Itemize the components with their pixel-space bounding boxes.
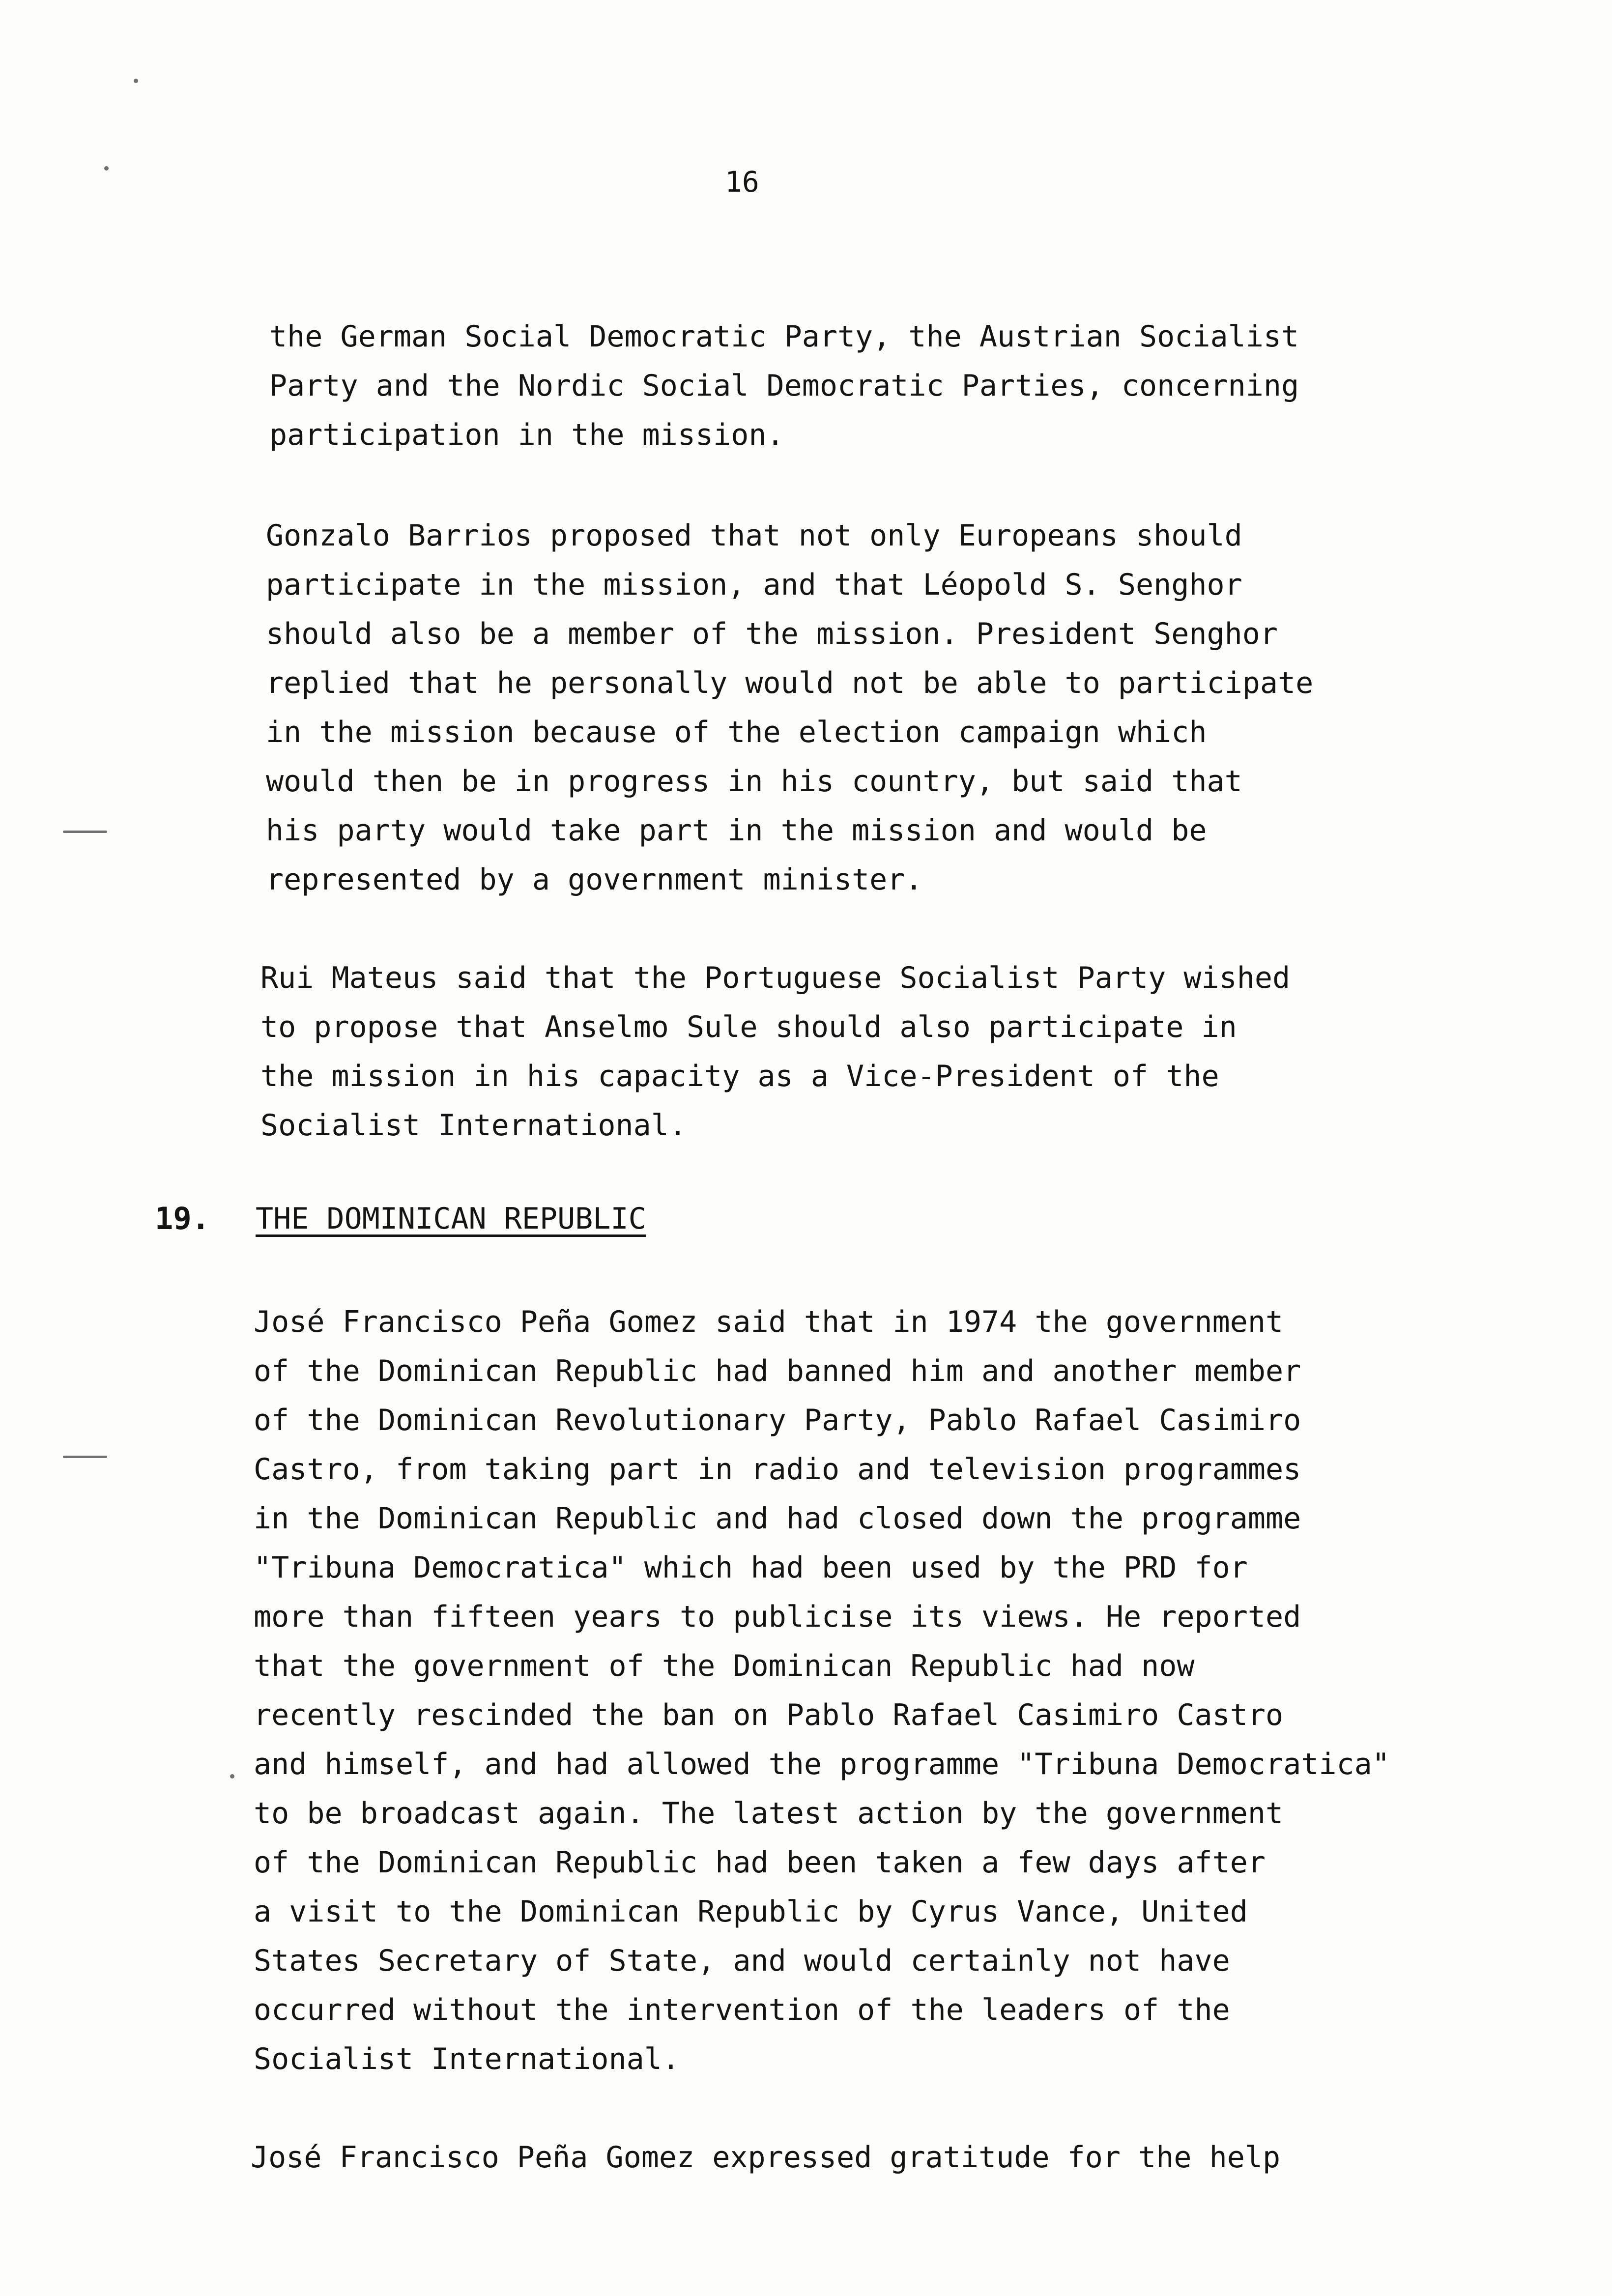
paragraph-3-line: the mission in his capacity as a Vice-President of the bbox=[260, 1059, 1219, 1093]
paragraph-2-line: represented by a government minister. bbox=[266, 862, 923, 897]
paragraph-4-line: a visit to the Dominican Republic by Cyrus Vance, United bbox=[254, 1894, 1248, 1929]
paragraph-2-line: should also be a member of the mission. President Senghor bbox=[266, 617, 1278, 651]
paragraph-4-line: more than fifteen years to publicise its views. He reported bbox=[254, 1600, 1301, 1634]
scan-speck bbox=[104, 166, 109, 171]
paragraph-5-line: José Francisco Peña Gomez expressed gratitude for the help bbox=[251, 2140, 1281, 2175]
paragraph-1-line: participation in the mission. bbox=[269, 418, 784, 452]
paragraph-4-line: to be broadcast again. The latest action by the government bbox=[254, 1796, 1284, 1831]
margin-mark bbox=[63, 831, 107, 833]
scan-speck bbox=[230, 1774, 234, 1779]
paragraph-2-line: his party would take part in the mission and would be bbox=[266, 813, 1207, 848]
scan-speck bbox=[134, 79, 138, 83]
section-number: 19. bbox=[155, 1201, 210, 1236]
paragraph-4-line: of the Dominican Republic had banned him and another member bbox=[254, 1354, 1301, 1388]
paragraph-2-line: in the mission because of the election campaign which bbox=[266, 715, 1207, 749]
paragraph-3-line: to propose that Anselmo Sule should also participate in bbox=[260, 1010, 1237, 1044]
paragraph-4-line: recently rescinded the ban on Pablo Rafael Casimiro Castro bbox=[254, 1698, 1284, 1732]
paragraph-2-line: Gonzalo Barrios proposed that not only Europeans should bbox=[266, 518, 1242, 553]
paragraph-3-line: Rui Mateus said that the Portuguese Socialist Party wished bbox=[260, 961, 1291, 995]
paragraph-4-line: José Francisco Peña Gomez said that in 1974 the government bbox=[254, 1305, 1284, 1339]
paragraph-4-line: that the government of the Dominican Republic had now bbox=[254, 1649, 1195, 1683]
paragraph-1-line: Party and the Nordic Social Democratic Parties, concerning bbox=[269, 369, 1299, 403]
paragraph-4-line: in the Dominican Republic and had closed down the programme bbox=[254, 1501, 1301, 1536]
paragraph-4-line: "Tribuna Democratica" which had been used by the PRD for bbox=[254, 1550, 1248, 1585]
paragraph-2-line: would then be in progress in his country, but said that bbox=[266, 764, 1242, 799]
section-title: THE DOMINICAN REPUBLIC bbox=[256, 1202, 646, 1236]
margin-mark bbox=[63, 1456, 107, 1458]
paragraph-4-line: of the Dominican Republic had been taken a few days after bbox=[254, 1845, 1266, 1880]
paragraph-4-line: Castro, from taking part in radio and television programmes bbox=[254, 1452, 1301, 1487]
paragraph-2-line: participate in the mission, and that Léopold S. Senghor bbox=[266, 568, 1242, 602]
paragraph-4-line: Socialist International. bbox=[254, 2042, 680, 2076]
paragraph-4-line: States Secretary of State, and would certainly not have bbox=[254, 1944, 1230, 1978]
paragraph-4-line: occurred without the intervention of the leaders of the bbox=[254, 1993, 1230, 2027]
paragraph-1-line: the German Social Democratic Party, the Austrian Socialist bbox=[269, 319, 1299, 354]
paragraph-4-line: of the Dominican Revolutionary Party, Pablo Rafael Casimiro bbox=[254, 1403, 1301, 1437]
paragraph-3-line: Socialist International. bbox=[260, 1108, 687, 1143]
paragraph-2-line: replied that he personally would not be able to participate bbox=[266, 666, 1314, 700]
page-number: 16 bbox=[725, 165, 759, 199]
paragraph-4-line: and himself, and had allowed the programme "Tribuna Democratica" bbox=[254, 1747, 1390, 1781]
